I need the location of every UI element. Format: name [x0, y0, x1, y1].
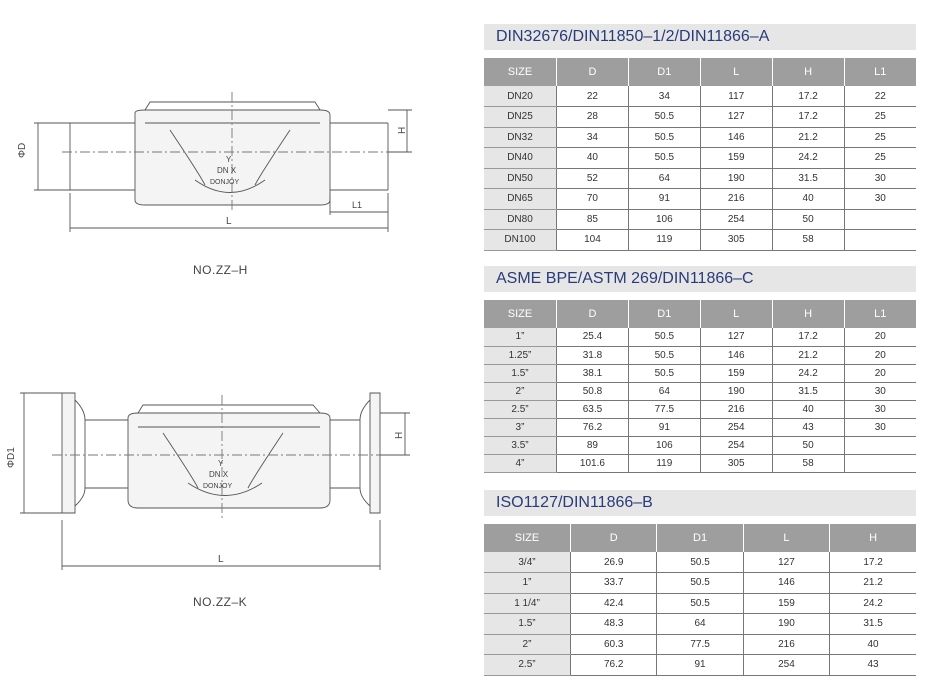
cell: DN80 — [484, 209, 557, 230]
col-size: SIZE — [484, 300, 557, 328]
cell: 159 — [700, 364, 772, 382]
label-l1: L1 — [352, 200, 363, 210]
col-d1: D1 — [657, 524, 743, 552]
table-row — [484, 400, 916, 418]
cell: 48.3 — [571, 614, 657, 635]
cell: 1.5” — [484, 364, 557, 382]
label-h-top: H — [397, 126, 408, 134]
cell: 25.4 — [557, 328, 629, 346]
cell: 3.5” — [484, 436, 557, 454]
label-l-bottom: L — [218, 554, 224, 565]
cell: 70 — [557, 189, 629, 210]
cell: 24.2 — [772, 148, 844, 169]
cell: 17.2 — [772, 328, 844, 346]
cell: 34 — [557, 127, 629, 148]
cell: 50.5 — [657, 593, 743, 614]
cell: 31.5 — [772, 382, 844, 400]
col-l: L — [743, 524, 829, 552]
cell: 58 — [772, 230, 844, 251]
cell: 40 — [772, 400, 844, 418]
table-row — [484, 86, 916, 107]
cell: 25 — [844, 148, 916, 169]
col-size: SIZE — [484, 58, 557, 86]
cell: 2” — [484, 382, 557, 400]
cell: 76.2 — [557, 418, 629, 436]
table-a-title: DIN32676/DIN11850–1/2/DIN11866–A — [484, 24, 916, 50]
cell: 63.5 — [557, 400, 629, 418]
col-l: L — [700, 58, 772, 86]
drawing-zz-k — [20, 393, 410, 570]
cell: 30 — [844, 382, 916, 400]
cell: DN25 — [484, 107, 557, 128]
cell: 50.5 — [628, 127, 700, 148]
cell: 146 — [700, 346, 772, 364]
cell: 119 — [628, 454, 700, 472]
cell: 31.5 — [772, 168, 844, 189]
table-row — [484, 364, 916, 382]
cell: 42.4 — [571, 593, 657, 614]
table-row — [484, 209, 916, 230]
cell: DN100 — [484, 230, 557, 251]
cell: 3/4” — [484, 552, 571, 573]
cell: DN65 — [484, 189, 557, 210]
table-row — [484, 382, 916, 400]
table-c-title: ASME BPE/ASTM 269/DIN11866–C — [484, 266, 916, 292]
cell: 50.5 — [628, 328, 700, 346]
cell: 119 — [628, 230, 700, 251]
cell: 2.5” — [484, 400, 557, 418]
table-row — [484, 127, 916, 148]
body-marking-y: Y — [226, 155, 232, 164]
cell: 50.5 — [628, 148, 700, 169]
cell: 76.2 — [571, 655, 657, 676]
cell: 22 — [557, 86, 629, 107]
cell: 1 1/4” — [484, 593, 571, 614]
cell: 50.5 — [628, 364, 700, 382]
col-d1: D1 — [628, 300, 700, 328]
cell: 50 — [772, 209, 844, 230]
cell: 127 — [743, 552, 829, 573]
label-phi-d: ΦD — [17, 142, 28, 158]
drawing-zz-h — [34, 92, 412, 232]
cell: 159 — [743, 593, 829, 614]
cell: 91 — [657, 655, 743, 676]
col-h: H — [772, 58, 844, 86]
cell: 77.5 — [657, 634, 743, 655]
cell: 190 — [700, 382, 772, 400]
table-row — [484, 328, 916, 346]
cell: 20 — [844, 328, 916, 346]
cell: 3” — [484, 418, 557, 436]
cell: 1” — [484, 573, 571, 594]
cell: 50.8 — [557, 382, 629, 400]
cell: 91 — [628, 189, 700, 210]
cell: 17.2 — [772, 107, 844, 128]
cell: 305 — [700, 454, 772, 472]
table-row — [484, 454, 916, 472]
cell: 117 — [700, 86, 772, 107]
cell: 64 — [628, 382, 700, 400]
cell: 254 — [743, 655, 829, 676]
cell: 31.8 — [557, 346, 629, 364]
cell: 216 — [700, 400, 772, 418]
cell: 40 — [830, 634, 916, 655]
label-l-top: L — [226, 216, 232, 227]
table-row — [484, 148, 916, 169]
table-header-row — [484, 300, 916, 328]
cell: 40 — [772, 189, 844, 210]
cell: 50.5 — [628, 346, 700, 364]
cell: 64 — [628, 168, 700, 189]
col-d: D — [557, 58, 629, 86]
caption-zz-k: NO.ZZ–K — [193, 595, 248, 609]
col-d1: D1 — [628, 58, 700, 86]
cell: 64 — [657, 614, 743, 635]
col-d: D — [571, 524, 657, 552]
cell: 38.1 — [557, 364, 629, 382]
col-h: H — [830, 524, 916, 552]
cell: 22 — [844, 86, 916, 107]
cell: 17.2 — [772, 86, 844, 107]
table-iso-b — [484, 524, 916, 676]
cell: 146 — [700, 127, 772, 148]
col-size: SIZE — [484, 524, 571, 552]
cell: 190 — [700, 168, 772, 189]
cell: 77.5 — [628, 400, 700, 418]
cell: 28 — [557, 107, 629, 128]
table-row — [484, 230, 916, 251]
cell: DN50 — [484, 168, 557, 189]
table-row — [484, 593, 916, 614]
cell: 21.2 — [830, 573, 916, 594]
cell: 17.2 — [830, 552, 916, 573]
table-row — [484, 346, 916, 364]
col-l1: L1 — [844, 58, 916, 86]
cell: 20 — [844, 364, 916, 382]
caption-zz-h: NO.ZZ–H — [193, 263, 248, 277]
table-row — [484, 552, 916, 573]
cell: DN40 — [484, 148, 557, 169]
cell: 89 — [557, 436, 629, 454]
cell: 190 — [743, 614, 829, 635]
table-b-title: ISO1127/DIN11866–B — [484, 490, 916, 516]
table-row — [484, 189, 916, 210]
cell: 254 — [700, 418, 772, 436]
cell: 101.6 — [557, 454, 629, 472]
cell: 254 — [700, 436, 772, 454]
table-row — [484, 168, 916, 189]
cell: 104 — [557, 230, 629, 251]
cell: 20 — [844, 346, 916, 364]
table-row — [484, 107, 916, 128]
table-row — [484, 436, 916, 454]
cell: 30 — [844, 168, 916, 189]
cell: 43 — [772, 418, 844, 436]
cell: 254 — [700, 209, 772, 230]
cell: 34 — [628, 86, 700, 107]
cell: 1” — [484, 328, 557, 346]
col-h: H — [772, 300, 844, 328]
cell: 85 — [557, 209, 629, 230]
cell: 21.2 — [772, 346, 844, 364]
cell: 33.7 — [571, 573, 657, 594]
cell: 216 — [743, 634, 829, 655]
table-asme-c — [484, 300, 916, 473]
body-marking-dn: DN X — [217, 166, 237, 175]
label-phi-d1: ΦD1 — [6, 447, 17, 468]
cell: 52 — [557, 168, 629, 189]
cell: 91 — [628, 418, 700, 436]
col-l: L — [700, 300, 772, 328]
body-marking-brand: DONJOY — [210, 179, 240, 186]
cell — [844, 230, 916, 251]
cell: 50 — [772, 436, 844, 454]
cell: 24.2 — [772, 364, 844, 382]
table-row — [484, 634, 916, 655]
cell: 24.2 — [830, 593, 916, 614]
table-header-row — [484, 524, 916, 552]
cell: 50.5 — [657, 573, 743, 594]
cell: DN32 — [484, 127, 557, 148]
body-marking-y-k: Y — [218, 459, 224, 468]
cell: 1.25” — [484, 346, 557, 364]
table-row — [484, 418, 916, 436]
cell: 30 — [844, 189, 916, 210]
cell: 40 — [557, 148, 629, 169]
cell: 31.5 — [830, 614, 916, 635]
cell: 106 — [628, 436, 700, 454]
table-row — [484, 573, 916, 594]
cell: 4” — [484, 454, 557, 472]
cell: 159 — [700, 148, 772, 169]
cell — [844, 454, 916, 472]
cell: 2.5” — [484, 655, 571, 676]
table-row — [484, 614, 916, 635]
label-h-bottom: H — [394, 431, 405, 439]
cell: 2” — [484, 634, 571, 655]
cell: 106 — [628, 209, 700, 230]
cell: 60.3 — [571, 634, 657, 655]
table-header-row — [484, 58, 916, 86]
cell — [844, 436, 916, 454]
cell: 50.5 — [657, 552, 743, 573]
cell: 305 — [700, 230, 772, 251]
cell: 30 — [844, 400, 916, 418]
cell: 216 — [700, 189, 772, 210]
cell: 43 — [830, 655, 916, 676]
cell: 58 — [772, 454, 844, 472]
table-din-a — [484, 58, 916, 251]
col-d: D — [557, 300, 629, 328]
cell: 21.2 — [772, 127, 844, 148]
table-row — [484, 655, 916, 676]
cell: 1.5” — [484, 614, 571, 635]
cell: 127 — [700, 328, 772, 346]
body-marking-dn-k: DN X — [209, 470, 229, 479]
cell: 127 — [700, 107, 772, 128]
body-marking-brand-k: DONJOY — [203, 483, 233, 490]
cell: 25 — [844, 107, 916, 128]
cell — [844, 209, 916, 230]
cell: 25 — [844, 127, 916, 148]
col-l1: L1 — [844, 300, 916, 328]
cell: DN20 — [484, 86, 557, 107]
cell: 26.9 — [571, 552, 657, 573]
cell: 50.5 — [628, 107, 700, 128]
cell: 30 — [844, 418, 916, 436]
cell: 146 — [743, 573, 829, 594]
